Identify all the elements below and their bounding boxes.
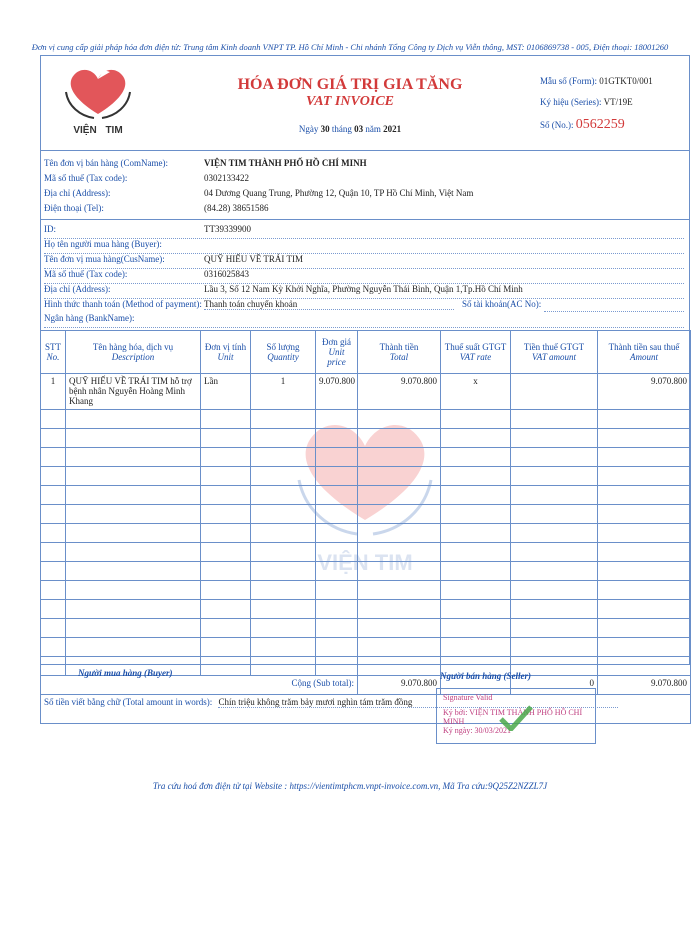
- provider-line: Đơn vị cung cấp giải pháp hóa đơn điện tử: Trung tâm Kinh doanh VNPT TP. Hồ Chí Minh - Chi nhánh Tổng Công ty Dịch vụ Viễn thông, MST: 0106869738 - 005, Điện thoại: 18001260: [31, 42, 669, 52]
- signature-signer: Ký bởi: VIỆN TIM THÀNH PHỐ HỒ CHÍ MINH: [443, 708, 583, 726]
- heart-logo-icon: [58, 62, 138, 122]
- seller-address-row: Địa chỉ (Address): 04 Dương Quang Trung, Phường 12, Quận 10, TP Hồ Chí Minh, Việt Nam: [44, 188, 474, 198]
- words-value: Chín triệu không trăm bảy mươi nghìn tám trăm đồng: [218, 697, 618, 708]
- form-number: Mẫu số (Form): 01GTKT0/001: [540, 76, 653, 86]
- payment-row: Hình thức thanh toán (Method of payment): Thanh toán chuyển khoản Số tài khoản(AC No):: [44, 299, 684, 313]
- table-row: [41, 600, 691, 619]
- seller-signature-label: Người bán hàng (Seller): [440, 671, 531, 681]
- buyer-name-row: Họ tên người mua hàng (Buyer):: [44, 239, 684, 254]
- words-label: Số tiền viết bằng chữ (Total amount in words):: [44, 697, 213, 707]
- logo: [58, 62, 138, 142]
- table-header-row: [41, 331, 691, 374]
- invoice-number: Số (No.): 0562259: [540, 117, 625, 132]
- digital-signature-box: [436, 688, 596, 744]
- series: Ký hiệu (Series): VT/19E: [540, 97, 633, 107]
- table-row: [41, 562, 691, 581]
- table-row: [41, 638, 691, 657]
- lookup-line: Tra cứu hoá đơn điện tử tại Website : https://vientimtphcm.vnpt-invoice.com.vn, Mã Tra cứu:9Q25Z2NZZL7J: [152, 781, 548, 791]
- date-day: 30: [320, 124, 330, 134]
- col-header: STT No.: [41, 331, 66, 374]
- table-row: [41, 581, 691, 600]
- buyer-address-row: Địa chỉ (Address): Lầu 3, Số 12 Nam Kỳ Khởi Nghĩa, Phường Nguyễn Thái Bình, Quận 1,Tp.Hồ Chí Minh: [44, 284, 684, 299]
- col-header: Thành tiền sau thuế Amount: [598, 331, 691, 374]
- items-table: [40, 330, 691, 724]
- buyer-id-row: ID: TT39339900: [44, 224, 684, 239]
- table-row: [41, 429, 691, 448]
- table-row: [41, 410, 691, 429]
- table-row: [41, 448, 691, 467]
- table-row: [41, 505, 691, 524]
- svg-text:VIỆN TIM: VIỆN TIM: [317, 550, 413, 575]
- invoice-date: Ngày 30 tháng 03 năm 2021: [298, 124, 402, 134]
- checkmark-icon: [499, 705, 533, 731]
- seller-tax-row: Mã số thuế (Tax code): 0302133422: [44, 173, 249, 183]
- subtotal-vat: 0: [511, 676, 598, 695]
- col-header: Đơn vị tính Unit: [201, 331, 251, 374]
- buyer-signature-label: Người mua hàng (Buyer): [78, 668, 173, 678]
- header-divider: [40, 150, 690, 151]
- bank-row: Ngân hàng (BankName):: [44, 313, 684, 328]
- table-row: [41, 524, 691, 543]
- subtotal-amount: 9.070.800: [598, 676, 691, 695]
- seller-name-row: Tên đơn vị bán hàng (ComName): VIỆN TIM THÀNH PHỐ HỒ CHÍ MINH: [44, 158, 367, 168]
- col-header: Thuế suất GTGT VAT rate: [441, 331, 511, 374]
- seller-divider: [40, 219, 690, 220]
- logo-text-left: VIỆN: [73, 125, 97, 136]
- subtotal-total: 9.070.800: [358, 676, 441, 695]
- col-header: Tên hàng hóa, dịch vụ Description: [66, 331, 201, 374]
- title-en: VAT INVOICE: [305, 94, 395, 109]
- date-year: 2021: [383, 124, 402, 134]
- col-header: Tiền thuế GTGT VAT amount: [511, 331, 598, 374]
- signature-valid-text: Signature Valid: [443, 693, 493, 702]
- col-header: Số lượng Quantity: [251, 331, 316, 374]
- subtotal-label: Cộng (Sub total):: [291, 678, 354, 688]
- table-row: [41, 467, 691, 486]
- table-row: [41, 486, 691, 505]
- signature-date: Ký ngày: 30/03/2021: [443, 726, 511, 735]
- table-row: [41, 543, 691, 562]
- buyer-company-row: Tên đơn vị mua hàng(CusName): QUỸ HIẾU VỀ TRÁI TIM: [44, 254, 684, 269]
- buyer-tax-row: Mã số thuế (Tax code): 0316025843: [44, 269, 684, 284]
- date-month: 03: [354, 124, 364, 134]
- col-header: Thành tiền Total: [358, 331, 441, 374]
- logo-text-right: TIM: [105, 125, 123, 136]
- title-vn: HÓA ĐƠN GIÁ TRỊ GIA TĂNG: [237, 76, 463, 93]
- seller-tel-row: Điện thoại (Tel): (84.28) 38651586: [44, 203, 269, 213]
- table-row: [41, 619, 691, 638]
- col-header: Đơn giá Unit price: [316, 331, 358, 374]
- table-row: 1 QUỸ HIẾU VỀ TRÁI TIM hỗ trợ bệnh nhân Nguyễn Hoàng Minh Khang Lần 1 9.070.800 9.070.800 x 9.070.800: [41, 374, 691, 410]
